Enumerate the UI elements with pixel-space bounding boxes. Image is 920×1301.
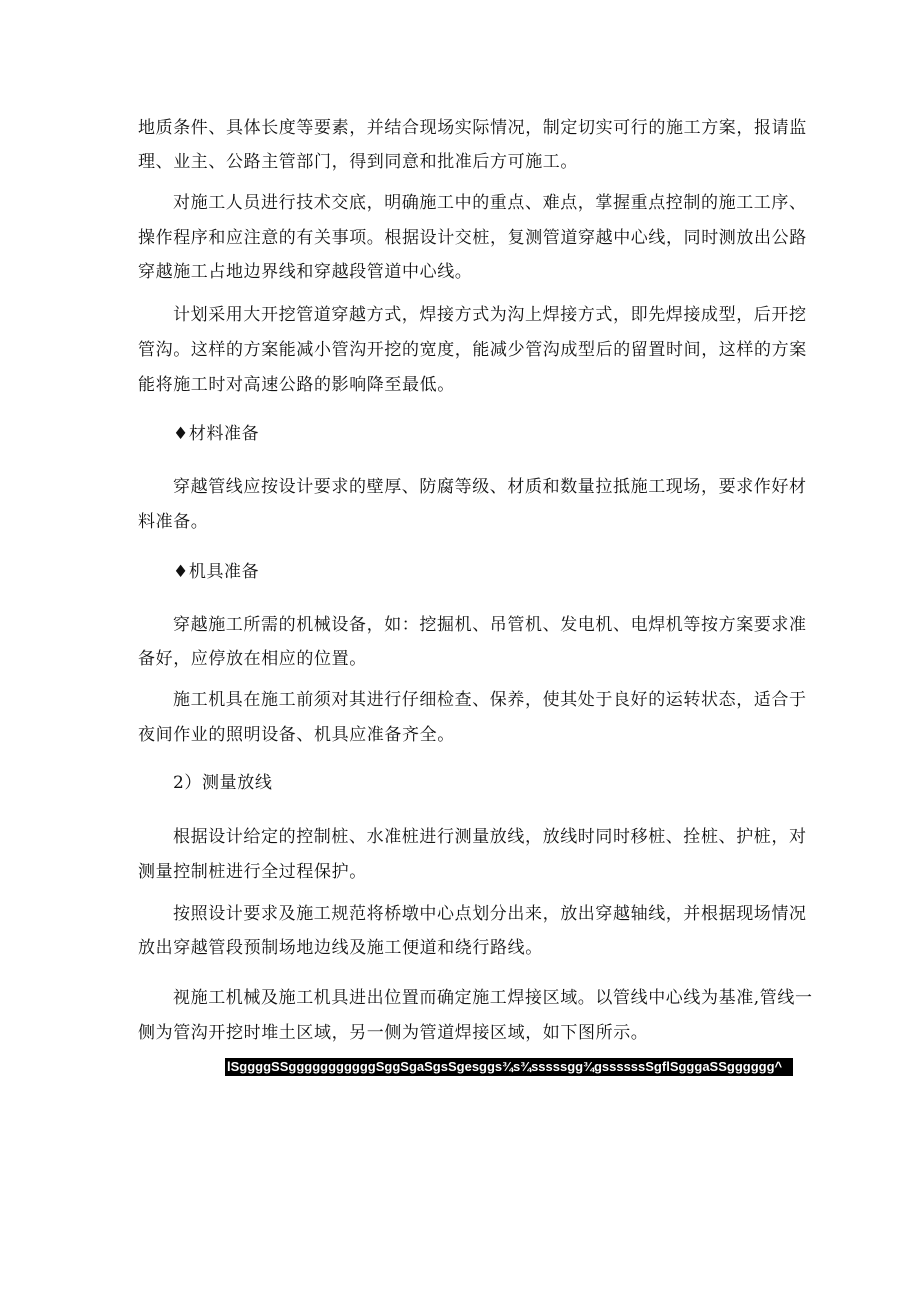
paragraph-line: 施工机具在施工前须对其进行仔细检查、保养，使其处于良好的运转状态，适合于	[173, 690, 807, 710]
paragraph-line: 计划采用大开挖管道穿越方式，焊接方式为沟上焊接方式，即先焊接成型，后开挖	[173, 305, 807, 325]
paragraph-line: 理、业主、公路主管部门，得到同意和批准后方可施工。	[138, 152, 578, 172]
paragraph-line: 料准备。	[138, 512, 209, 532]
paragraph-line: 测量控制桩进行全过程保护。	[138, 862, 367, 882]
paragraph-line: 操作程序和应注意的有关事项。根据设计交桩，复测管道穿越中心线，同时测放出公路	[138, 228, 807, 248]
paragraph-line: 侧为管沟开挖时堆土区域，另一侧为管道焊接区域，如下图所示。	[138, 1023, 649, 1043]
paragraph-line: 穿越施工占地边界线和穿越段管道中心线。	[138, 262, 473, 282]
paragraph-line: 管沟。这样的方案能减小管沟开挖的宽度，能减少管沟成型后的留置时间，这样的方案	[138, 340, 807, 360]
paragraph-line: 视施工机械及施工机具进出位置而确定施工焊接区域。以管线中心线为基准,管线一	[173, 988, 813, 1008]
paragraph-line: 能将施工时对高速公路的影响降至最低。	[138, 375, 455, 395]
paragraph-line: 对施工人员进行技术交底，明确施工中的重点、难点，掌握重点控制的施工工序、	[173, 193, 807, 213]
paragraph-line: 穿越施工所需的机械设备，如：挖掘机、吊管机、发电机、电焊机等按方案要求准	[173, 615, 807, 635]
figure-placeholder-bar: lSggggSSgggggggggggSggSgaSgsSgesggs¾s¾sssssgg¾gssssssSgflSgggaSSgggggg^	[225, 1058, 793, 1076]
paragraph-line: 按照设计要求及施工规范将桥墩中心点划分出来，放出穿越轴线，并根据现场情况	[173, 904, 807, 924]
section-heading: 2）测量放线	[173, 773, 273, 793]
section-heading: ♦材料准备	[173, 424, 260, 444]
paragraph-line: 备好，应停放在相应的位置。	[138, 649, 367, 669]
paragraph-line: 夜间作业的照明设备、机具应准备齐全。	[138, 725, 455, 745]
paragraph-line: 放出穿越管段预制场地边线及施工便道和绕行路线。	[138, 938, 543, 958]
paragraph-line: 穿越管线应按设计要求的壁厚、防腐等级、材质和数量拉抵施工现场，要求作好材	[173, 477, 807, 497]
paragraph-line: 根据设计给定的控制桩、水准桩进行测量放线，放线时同时移桩、拴桩、护桩，对	[173, 827, 807, 847]
section-heading: ♦机具准备	[173, 562, 260, 582]
paragraph-line: 地质条件、具体长度等要素，并结合现场实际情况，制定切实可行的施工方案，报请监	[138, 118, 807, 138]
